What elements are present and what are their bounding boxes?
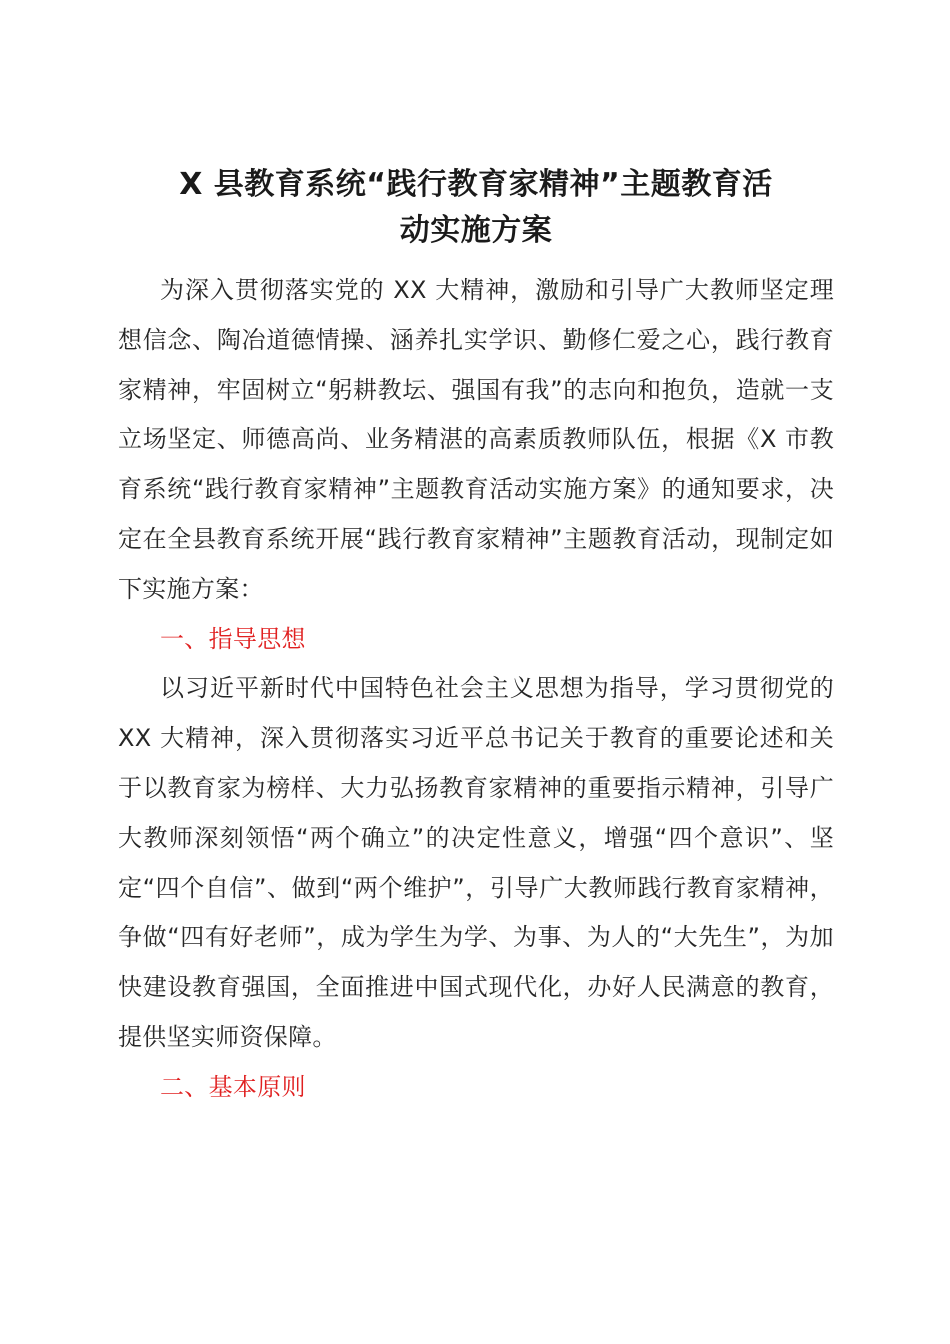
intro-paragraph: 为深入贯彻落实党的 XX 大精神，激励和引导广大教师坚定理想信念、陶冶道德情操、涵养扎实学识、勤修仁爱之心，践行教育家精神，牢固树立“躬耕教坛、强国有我”的志向和抱负，造就一支立场坚定、师德高尚、业务精湛的高素质教师队伍，根据《X 市教育系统“践行教育家精神”主题教育活动实施方案》的通知要求，决定在全县教育系统开展“践行教育家精神”主题教育活动，现制定如下实施方案： (118, 276, 834, 603)
document-page (118, 162, 834, 1113)
guiding-ideology-paragraph: 以习近平新时代中国特色社会主义思想为指导，学习贯彻党的 XX 大精神，深入贯彻落实习近平总书记关于教育的重要论述和关于以教育家为榜样、大力弘扬教育家精神的重要指示精神，引导广大教师深刻领悟“两个确立”的决定性意义，增强“四个意识”、坚定“四个自信”、做到“两个维护”，引导广大教师践行教育家精神，争做“四有好老师”，成为学生为学、为事、为人的“大先生”，为加快建设教育强国，全面推进中国式现代化，办好人民满意的教育，提供坚实师资保障。 (118, 674, 834, 1051)
section-heading-basic-principles: 二、基本原则 (160, 1072, 306, 1101)
title-line-1: X 县教育系统“践行教育家精神”主题教育活 (179, 167, 773, 202)
document-title (118, 162, 834, 254)
section-heading-guiding-ideology: 一、指导思想 (160, 624, 306, 653)
title-line-2: 动实施方案 (399, 213, 553, 248)
